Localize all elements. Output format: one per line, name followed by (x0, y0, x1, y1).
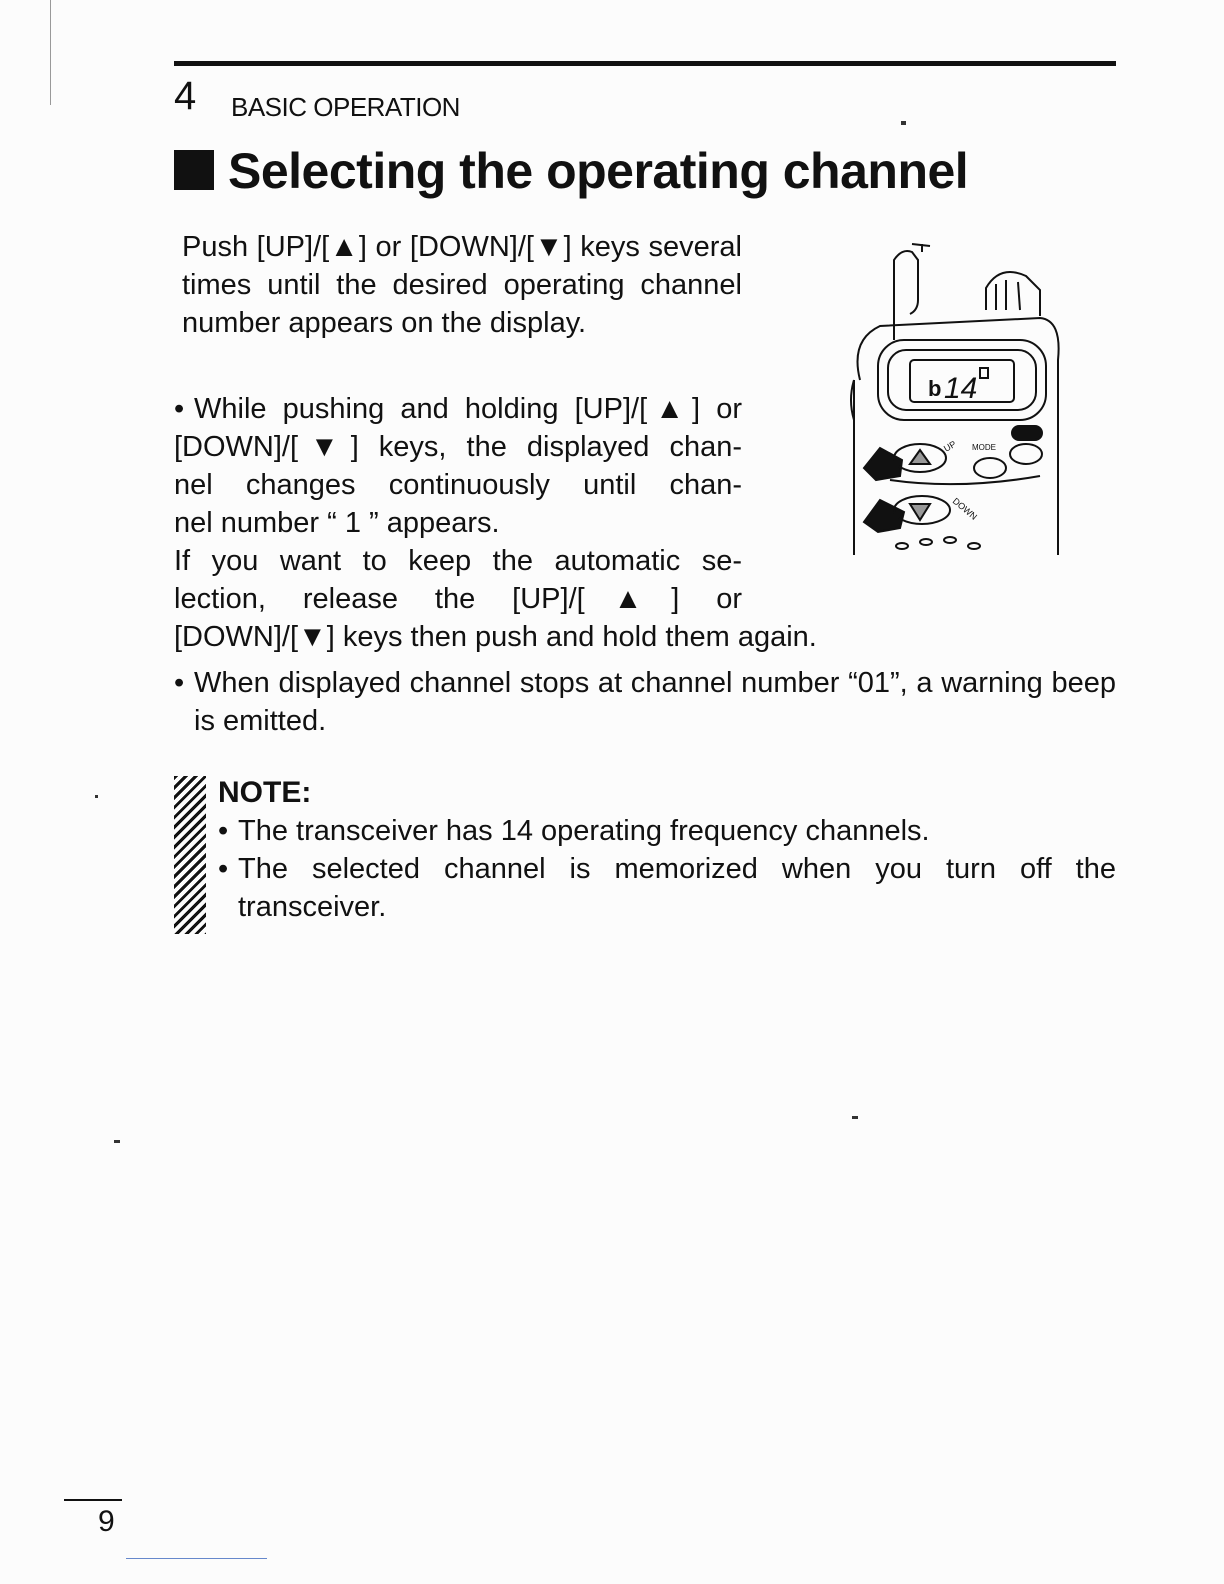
bullet-dot-icon: • (218, 853, 229, 885)
bullet-line: lection, release the [UP]/[▲] or (174, 583, 742, 615)
intro-paragraph: Push [UP]/[▲] or [DOWN]/[▼] keys several times until the desired operating channel number appears on the display. (182, 231, 742, 339)
bullet-dot-icon: • (218, 815, 229, 847)
bullet-dot-icon: • (174, 667, 185, 699)
bullet-line: If you want to keep the automatic se- (174, 545, 742, 577)
scan-speck (901, 121, 906, 125)
page-number: 9 (98, 1505, 115, 1538)
display-channel: 14 (944, 372, 978, 405)
mode-key (974, 458, 1006, 478)
page-number-rule (64, 1499, 122, 1501)
bullet-dot-icon: • (174, 393, 185, 425)
scan-speck (852, 1116, 858, 1119)
note-hatch-icon (174, 776, 206, 934)
scan-speck (95, 795, 98, 798)
up-label: UP (942, 438, 958, 454)
antenna-icon (894, 251, 918, 340)
down-triangle-icon (910, 504, 930, 520)
note-item-text: The transceiver has 14 operating frequency channels. (238, 815, 930, 847)
bullet-line: [DOWN]/[▼] keys, the displayed chan- (174, 431, 742, 463)
mode-label: MODE (972, 443, 996, 452)
down-label: DOWN (950, 495, 979, 522)
chapter-title: BASIC OPERATION (231, 92, 460, 122)
up-triangle-icon (910, 450, 930, 464)
transceiver-illustration (840, 240, 1070, 570)
bullet-square-icon (174, 150, 214, 190)
knob-icon (986, 272, 1040, 316)
bullet-line: nel number “ 1 ” appears. (174, 507, 500, 539)
bullet-item-warning (174, 664, 1116, 740)
note-item (218, 812, 1116, 850)
page-title-text: Selecting the operating channel (228, 143, 969, 199)
bullet-line: While pushing and holding [UP]/[▲] or (194, 393, 742, 425)
power-key (1010, 444, 1042, 464)
bullet-line: nel changes continuously until chan- (174, 469, 742, 501)
scan-edge-line (126, 1558, 267, 1559)
chapter-number: 4 (174, 74, 197, 118)
note-item (218, 850, 1116, 926)
header-rule (174, 61, 1116, 66)
bullet-line: [DOWN]/[▼] keys then push and hold them again. (174, 621, 817, 653)
page-title (174, 142, 968, 200)
note-item-text: The selected channel is memorized when you turn off the transceiver. (238, 853, 1116, 923)
scan-margin-line (50, 0, 51, 105)
display-prefix: b (928, 376, 942, 401)
scan-speck (114, 1140, 120, 1143)
bullet-text: When displayed channel stops at channel number “01”, a warning beep is emitted. (194, 667, 1116, 737)
note-title: NOTE: (218, 776, 312, 809)
